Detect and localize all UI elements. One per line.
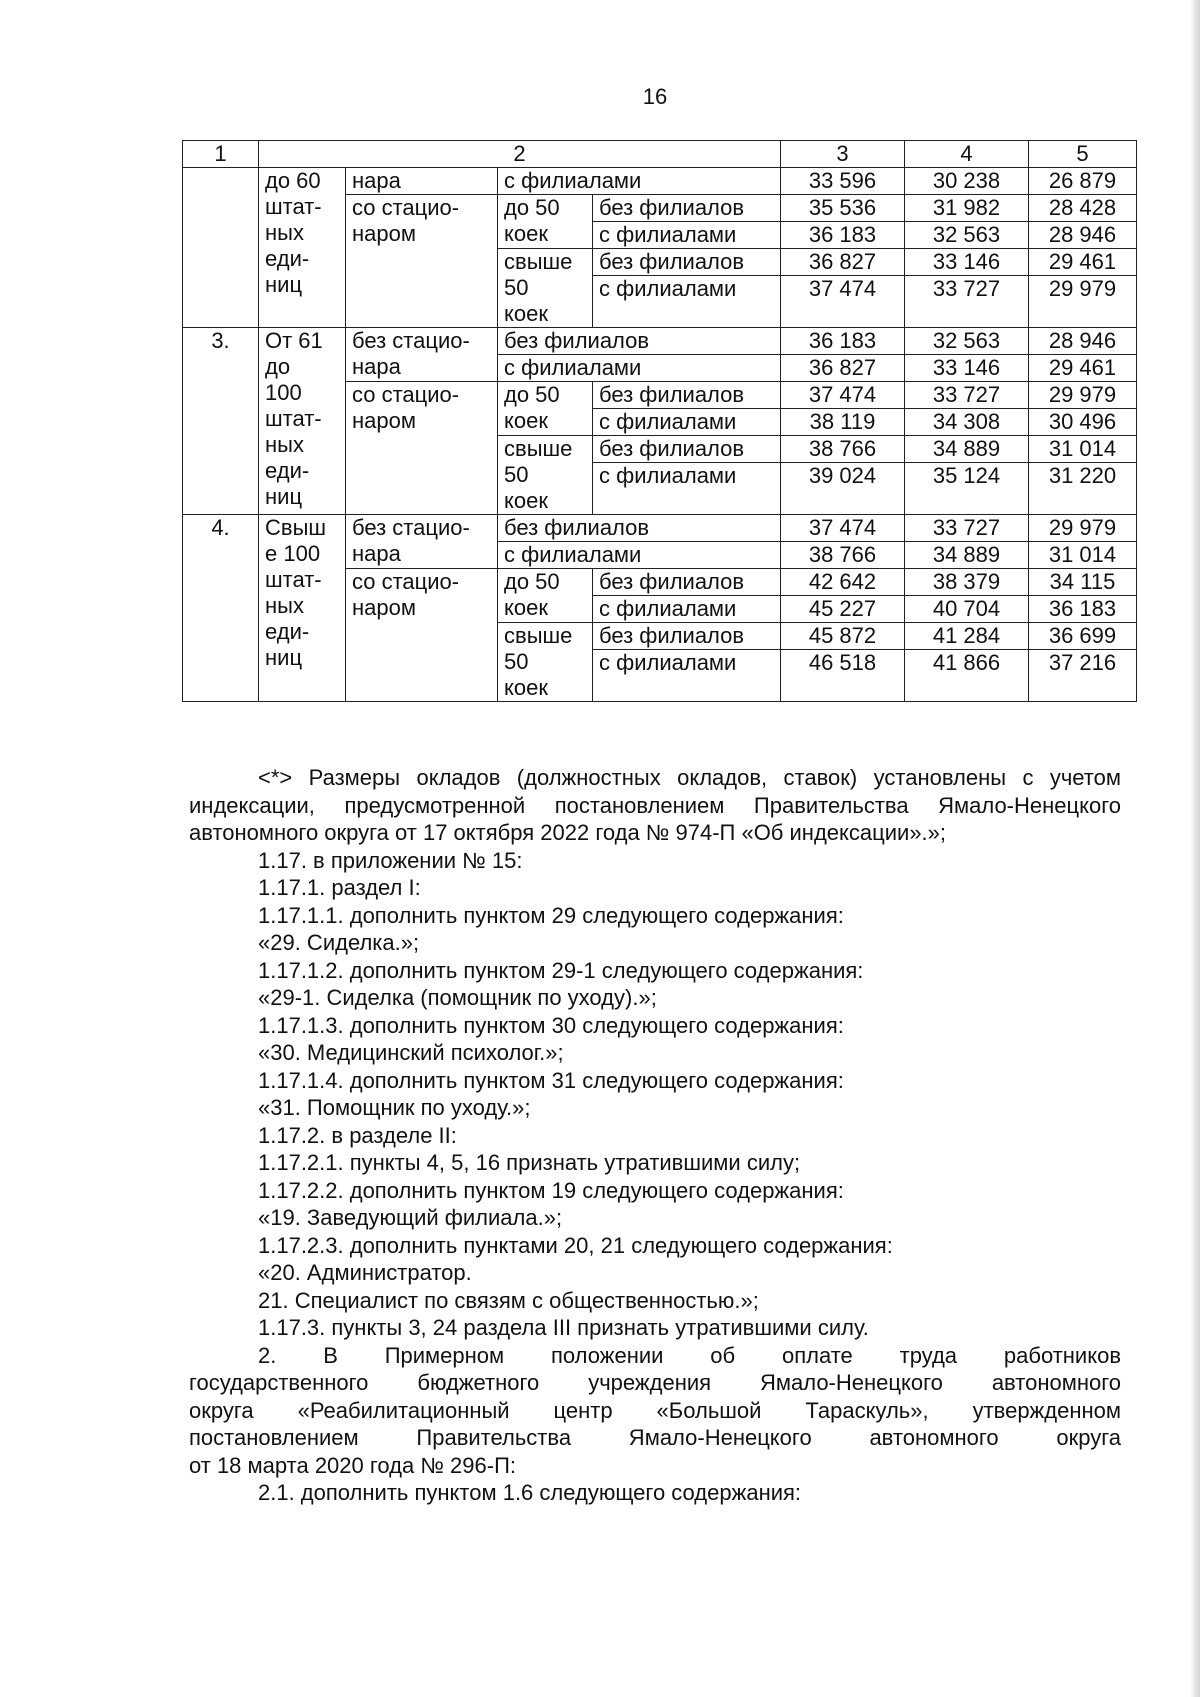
list-item: 1.17.2.3. дополнить пунктами 20, 21 следующего содержания: [258, 1232, 893, 1258]
list-item: 1.17. в приложении № 15: [258, 847, 523, 873]
salary-value: 36 699 [1029, 623, 1137, 650]
staff-range-label: ниц [265, 645, 303, 670]
staff-range-label: еди- [265, 619, 310, 644]
salary-value: 36 183 [781, 328, 905, 355]
branch-cell: с филиалами [593, 596, 781, 623]
list-item: 1.17.2.1. пункты 4, 5, 16 признать утратившими силу; [258, 1150, 801, 1175]
salary-value: 29 461 [1029, 355, 1137, 382]
hospital-type-cell [346, 515, 498, 569]
col-header-4: 4 [905, 141, 1029, 168]
beds-label: до 50 [504, 569, 560, 594]
staff-range-label: штат- [265, 406, 322, 431]
col-header-1: 1 [183, 141, 259, 168]
beds-label: до 50 [504, 195, 560, 220]
beds-cell [498, 623, 593, 702]
hospital-type-label: без стацио- [352, 328, 470, 353]
salary-value: 31 014 [1029, 542, 1137, 569]
beds-label: коек [504, 675, 548, 700]
salary-value: 31 220 [1029, 463, 1137, 515]
list-item: «20. Администратор. [258, 1260, 472, 1285]
staff-range-label: От 61 [265, 328, 323, 353]
salary-value: 29 461 [1029, 249, 1137, 276]
beds-label: 50 [504, 275, 529, 300]
beds-cell [498, 569, 593, 623]
hospital-type-label: наром [352, 408, 416, 433]
salary-value: 34 889 [905, 542, 1029, 569]
beds-label: 50 [504, 462, 529, 487]
branch-cell: без филиалов [593, 382, 781, 409]
beds-cell [498, 382, 593, 436]
salary-value: 28 946 [1029, 328, 1137, 355]
salary-value: 38 766 [781, 542, 905, 569]
list-item: 1.17.1.3. дополнить пунктом 30 следующего содержания: [258, 1012, 844, 1038]
salary-value: 35 536 [781, 195, 905, 222]
salary-value: 38 766 [781, 436, 905, 463]
salary-value: 40 704 [905, 596, 1029, 623]
salary-value: 31 014 [1029, 436, 1137, 463]
hospital-type-cell [346, 569, 498, 702]
staff-range-label: Свыш [265, 515, 327, 540]
staff-range-cell [259, 328, 346, 515]
branch-cell: без филиалов [498, 328, 781, 355]
salary-value: 41 284 [905, 623, 1029, 650]
staff-range-label: е 100 [265, 541, 321, 566]
salary-value: 37 474 [781, 515, 905, 542]
salary-value: 29 979 [1029, 276, 1137, 328]
salary-value: 34 889 [905, 436, 1029, 463]
hospital-type-cell [346, 382, 498, 515]
hospital-type-label: со стацио- [352, 382, 460, 407]
beds-label: коек [504, 221, 548, 246]
beds-label: свыше [504, 623, 573, 648]
list-item: 1.17.3. пункты 3, 24 раздела III признать утратившими силу. [258, 1315, 869, 1340]
page-number: 16 [642, 84, 668, 109]
staff-range-cell [259, 168, 346, 328]
hospital-type-label: наром [352, 221, 416, 246]
beds-label: до 50 [504, 382, 560, 407]
list-item: 1.17.2. в разделе II: [258, 1122, 457, 1148]
hospital-type-cell [346, 328, 498, 382]
col-header-5: 5 [1029, 141, 1137, 168]
group-number-cell [183, 168, 259, 328]
list-item: «30. Медицинский психолог.»; [258, 1040, 564, 1065]
beds-cell [498, 249, 593, 328]
beds-cell [498, 195, 593, 249]
paragraph-2-line: 2. В Примерном положении об оплате труда работников [258, 1342, 1121, 1368]
salary-value: 36 827 [781, 355, 905, 382]
salary-value: 46 518 [781, 650, 905, 702]
staff-range-label: до [265, 354, 291, 379]
branch-cell: с филиалами [593, 276, 781, 328]
beds-label: свыше [504, 249, 573, 274]
branch-cell: без филиалов [593, 195, 781, 222]
list-item: «31. Помощник по уходу.»; [258, 1095, 531, 1120]
col-header-2: 2 [259, 141, 781, 168]
list-item: «29. Сиделка.»; [258, 930, 420, 955]
hospital-type-label: со стацио- [352, 195, 460, 220]
list-item: 1.17.2.2. дополнить пунктом 19 следующего содержания: [258, 1177, 844, 1203]
staff-range-label: штат- [265, 194, 322, 219]
salary-table [182, 140, 1137, 702]
col-header-3: 3 [781, 141, 905, 168]
branch-cell: с филиалами [498, 168, 781, 195]
beds-cell [498, 436, 593, 515]
branch-cell: с филиалами [593, 650, 781, 702]
salary-value: 36 183 [781, 222, 905, 249]
salary-value: 33 146 [905, 249, 1029, 276]
beds-label: 50 [504, 649, 529, 674]
staff-range-label: ниц [265, 272, 303, 297]
paragraph-2-line: от 18 марта 2020 года № 296-П: [189, 1452, 517, 1478]
salary-value: 34 115 [1029, 569, 1137, 596]
staff-range-label: ных [265, 220, 304, 245]
staff-range-label: ных [265, 593, 304, 618]
beds-label: коек [504, 408, 548, 433]
branch-cell: с филиалами [498, 542, 781, 569]
salary-value: 28 946 [1029, 222, 1137, 249]
branch-cell: с филиалами [593, 222, 781, 249]
salary-value: 34 308 [905, 409, 1029, 436]
branch-cell: с филиалами [498, 355, 781, 382]
salary-value: 33 146 [905, 355, 1029, 382]
salary-value: 29 979 [1029, 515, 1137, 542]
salary-value: 38 379 [905, 569, 1029, 596]
branch-cell: с филиалами [593, 463, 781, 515]
branch-cell: без филиалов [593, 569, 781, 596]
salary-value: 32 563 [905, 222, 1029, 249]
staff-range-label: штат- [265, 567, 322, 592]
salary-value: 41 866 [905, 650, 1029, 702]
branch-cell: без филиалов [498, 515, 781, 542]
beds-label: коек [504, 595, 548, 620]
hospital-type-label: со стацио- [352, 569, 460, 594]
salary-value: 36 827 [781, 249, 905, 276]
salary-value: 39 024 [781, 463, 905, 515]
branch-cell: без филиалов [593, 436, 781, 463]
beds-label: коек [504, 488, 548, 513]
beds-label: свыше [504, 436, 573, 461]
salary-value: 37 216 [1029, 650, 1137, 702]
list-item: 1.17.1.4. дополнить пунктом 31 следующего содержания: [258, 1067, 844, 1093]
list-item: «19. Заведующий филиала.»; [258, 1205, 563, 1230]
salary-value: 30 238 [905, 168, 1029, 195]
hospital-type-cell [346, 195, 498, 328]
hospital-type-label: наром [352, 595, 416, 620]
staff-range-cell [259, 515, 346, 702]
list-item: 1.17.1.1. дополнить пунктом 29 следующего содержания: [258, 902, 844, 928]
group-number-cell: 4. [183, 515, 259, 702]
paragraph-2-line: округа «Реабилитационный центр «Большой Тараскуль», утвержденном [189, 1397, 1121, 1423]
staff-range-label: до 60 [265, 168, 321, 193]
paragraph-2-line: постановлением Правительства Ямало-Ненецкого автономного округа [189, 1425, 1121, 1450]
salary-value: 26 879 [1029, 168, 1137, 195]
salary-value: 31 982 [905, 195, 1029, 222]
salary-value: 35 124 [905, 463, 1029, 515]
salary-value: 33 727 [905, 276, 1029, 328]
salary-value: 45 227 [781, 596, 905, 623]
list-item: «29-1. Сиделка (помощник по уходу).»; [258, 985, 657, 1010]
hospital-type-label: без стацио- [352, 515, 470, 540]
salary-value: 42 642 [781, 569, 905, 596]
staff-range-label: еди- [265, 458, 310, 483]
staff-range-label: еди- [265, 246, 310, 271]
hospital-type-label: нара [352, 354, 401, 379]
list-item: 1.17.1.2. дополнить пунктом 29-1 следующего содержания: [258, 957, 864, 983]
scan-edge-shadow [1190, 0, 1200, 1697]
staff-range-label: ных [265, 432, 304, 457]
footnote-paragraph: <*> Размеры окладов (должностных окладов, ставок) установлены с учетом индексации, предусмотренной постановлением Правительства Ямало-Ненецкого автономного округа от 17 октября 2022 года № 974-П «Об индексации».»; [189, 765, 1121, 845]
salary-value: 29 979 [1029, 382, 1137, 409]
salary-value: 33 596 [781, 168, 905, 195]
salary-value: 32 563 [905, 328, 1029, 355]
hospital-type-label: нара [352, 541, 401, 566]
beds-label: коек [504, 301, 548, 326]
list-item: 1.17.1. раздел I: [258, 875, 421, 900]
salary-value: 33 727 [905, 515, 1029, 542]
branch-cell: без филиалов [593, 623, 781, 650]
table-row [183, 515, 1137, 542]
salary-value: 36 183 [1029, 596, 1137, 623]
salary-value: 38 119 [781, 409, 905, 436]
hospital-type-cell: нара [346, 168, 498, 195]
salary-value: 37 474 [781, 276, 905, 328]
table-header-row [183, 141, 1137, 168]
staff-range-label: 100 [265, 380, 302, 405]
salary-value: 45 872 [781, 623, 905, 650]
table-row [183, 168, 1137, 195]
paragraph-2-line: государственного бюджетного учреждения Ямало-Ненецкого автономного [189, 1370, 1121, 1395]
salary-value: 33 727 [905, 382, 1029, 409]
branch-cell: с филиалами [593, 409, 781, 436]
staff-range-label: ниц [265, 484, 303, 509]
salary-value: 37 474 [781, 382, 905, 409]
list-item: 21. Специалист по связям с общественностью.»; [258, 1287, 759, 1313]
list-item: 2.1. дополнить пунктом 1.6 следующего содержания: [258, 1480, 802, 1505]
salary-value: 28 428 [1029, 195, 1137, 222]
table-row [183, 328, 1137, 355]
group-number-cell: 3. [183, 328, 259, 515]
salary-value: 30 496 [1029, 409, 1137, 436]
branch-cell: без филиалов [593, 249, 781, 276]
document-body [189, 764, 1121, 1507]
